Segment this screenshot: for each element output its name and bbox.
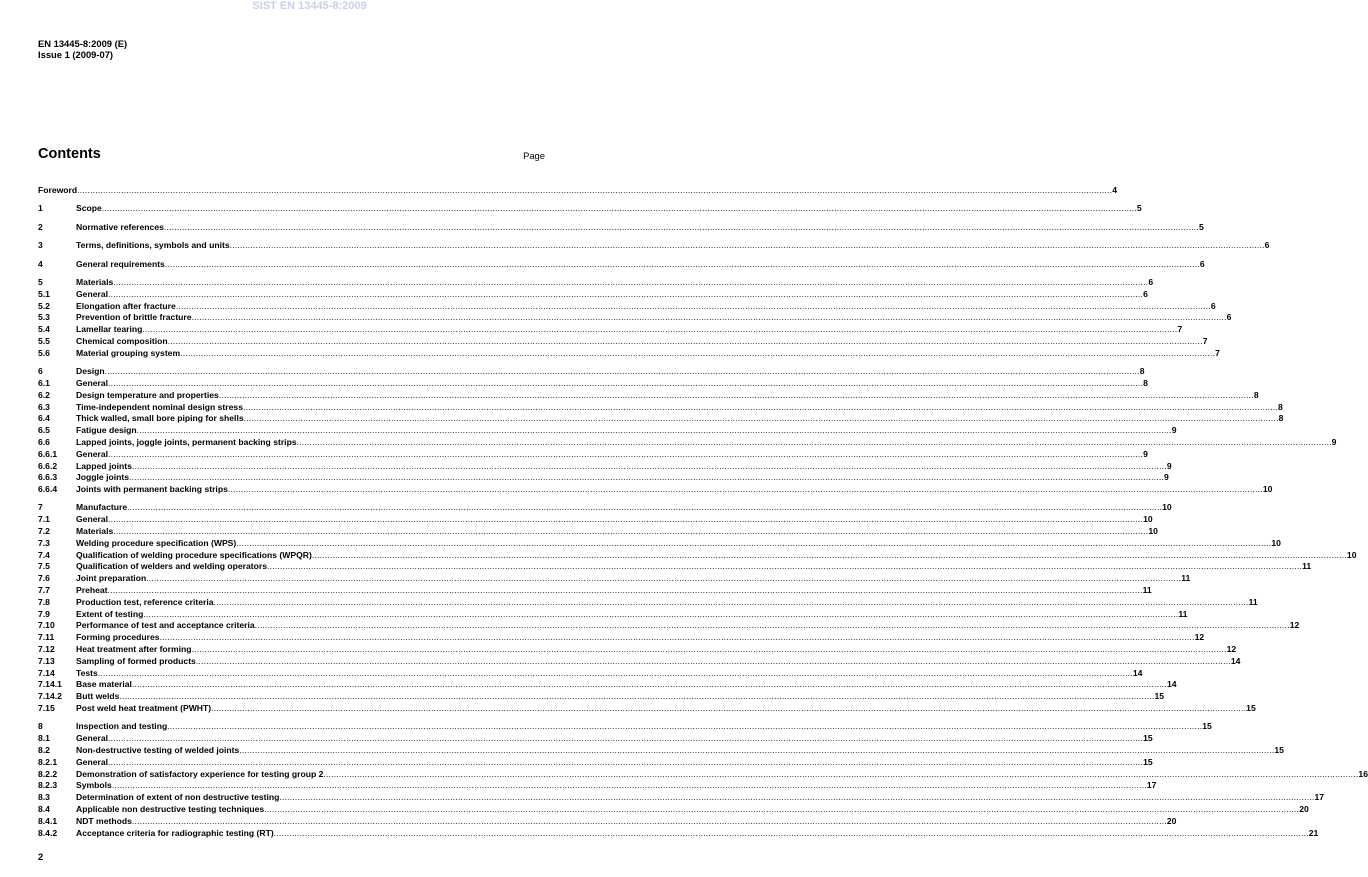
toc-entry[interactable] (38, 679, 1177, 691)
toc-entry-page: 15 (1143, 733, 1153, 744)
watermark: SIST EN 13445-8:2009 (252, 0, 367, 12)
toc-entry[interactable] (38, 756, 1153, 769)
toc-entry[interactable] (38, 667, 1143, 680)
toc-dot-leader: ................................................................................................................................................................................................................................................................................................................................................................................................................ (113, 276, 1149, 287)
toc-entry-number: 7.14.1 (38, 679, 62, 690)
toc-dot-leader: ................................................................................................................................................................................................................................................................................................................................................................................................................ (191, 312, 1227, 323)
toc-entry-page: 10 (1162, 502, 1172, 513)
toc-entry-page: 4 (1112, 185, 1117, 195)
toc-entry-page: 12 (1226, 644, 1237, 655)
toc-entry[interactable] (38, 632, 1205, 644)
toc-entry-page: 11 (1181, 573, 1191, 584)
toc-entry-title: Preheat (76, 585, 108, 596)
toc-entry-page: 17 (1146, 780, 1157, 791)
toc-entry-number: 8.4.1 (38, 815, 58, 826)
footer-page-number: 2 (38, 851, 44, 862)
issue-line: Issue 1 (2009-07) (38, 48, 114, 60)
toc-entry-title: Elongation after fracture (76, 300, 176, 311)
toc-entry-title: General (76, 514, 109, 525)
toc-entry-number: 7.7 (38, 585, 50, 596)
toc-entry[interactable] (38, 312, 1232, 324)
toc-entry-page: 8 (1253, 389, 1259, 400)
toc-entry-page: 9 (1171, 425, 1177, 436)
toc-entry-title: Joggle joints (76, 472, 129, 483)
toc-entry[interactable] (38, 827, 1319, 840)
toc-entry-page: 12 (1194, 632, 1205, 643)
page-column-label: Page (523, 150, 545, 161)
toc-entry-page: 6 (1226, 312, 1232, 323)
toc-entry-title: Normative references (76, 221, 164, 232)
toc-entry-title: Design temperature and properties (76, 389, 219, 400)
toc-entry-page: 10 (1346, 549, 1357, 560)
toc-entry-page: 11 (1142, 585, 1152, 596)
toc-entry-number: 4 (38, 258, 43, 269)
toc-entry-number: 7.13 (38, 655, 55, 666)
toc-entry-title: Prevention of brittle fracture (76, 312, 192, 323)
toc-entry-title: Inspection and testing (76, 721, 168, 732)
toc-dot-leader: ................................................................................................................................................................................................................................................................................................................................................................................................................ (273, 827, 1309, 838)
toc-entry-page: 12 (1289, 620, 1300, 631)
toc-entry-page: 6 (1264, 240, 1270, 251)
toc-entry-number: 1 (38, 203, 43, 214)
toc-dot-leader: ................................................................................................................................................................................................................................................................................................................................................................................................................ (239, 745, 1275, 756)
toc-entry-title: Forming procedures (76, 632, 160, 643)
toc-dot-leader: ................................................................................................................................................................................................................................................................................................................................................................................................................ (129, 472, 1165, 483)
toc-entry-title: General (76, 733, 109, 744)
toc-dot-leader: ................................................................................................................................................................................................................................................................................................................................................................................................................ (108, 288, 1144, 299)
toc-entry-title: Materials (76, 276, 114, 287)
toc-entry-page: 15 (1202, 721, 1212, 732)
toc-entry[interactable] (38, 585, 1152, 597)
toc-entry[interactable] (38, 436, 1337, 449)
toc-entry-title: Thick walled, small bore piping for shells (76, 413, 244, 424)
toc-entry-number: 7.3 (38, 537, 50, 548)
toc-dot-leader: ................................................................................................................................................................................................................................................................................................................................................................................................................ (131, 679, 1167, 690)
toc-entry-number: 8.4.2 (38, 827, 58, 838)
toc-entry-number: 6.5 (38, 425, 50, 436)
toc-dot-leader: ................................................................................................................................................................................................................................................................................................................................................................................................................ (195, 655, 1231, 666)
toc-entry-title: Butt welds (76, 691, 120, 702)
toc-entry-page: 17 (1314, 792, 1325, 803)
toc-entry-page: 10 (1148, 526, 1158, 537)
toc-entry-page: 15 (1274, 745, 1284, 756)
toc-entry[interactable] (38, 502, 1172, 514)
toc-entry[interactable] (38, 691, 1165, 703)
toc-entry[interactable] (38, 300, 1216, 313)
toc-entry[interactable] (38, 472, 1169, 484)
toc-entry-number: 5.5 (38, 335, 50, 346)
document-header (38, 39, 127, 60)
page-title: Contents (38, 146, 101, 162)
toc-entry-page: 5 (1136, 203, 1142, 214)
toc-entry[interactable] (38, 448, 1148, 461)
toc-entry-number: 5.1 (38, 288, 50, 299)
toc-entry-number: 5.2 (38, 300, 50, 311)
toc-entry[interactable] (38, 185, 1117, 197)
toc-dot-leader: ................................................................................................................................................................................................................................................................................................................................................................................................................ (113, 526, 1149, 537)
toc-entry-page: 9 (1164, 472, 1169, 483)
toc-entry-number: 6.6 (38, 436, 50, 447)
toc-entry-page: 6 (1199, 258, 1205, 269)
toc-entry-number: 6.3 (38, 401, 50, 412)
toc-entry[interactable] (38, 733, 1153, 745)
toc-entry[interactable] (38, 377, 1148, 390)
toc-entry-number: 6.6.3 (38, 472, 58, 483)
toc-entry-title: Time-independent nominal design stress (76, 401, 243, 412)
toc-entry-number: 6.2 (38, 389, 50, 400)
toc-entry-number: 8.1 (38, 733, 50, 744)
toc-entry-page: 6 (1148, 276, 1154, 287)
toc-entry[interactable] (38, 573, 1191, 585)
toc-entry-number: 8.2.1 (38, 756, 58, 767)
toc-entry-title: Determination of extent of non destructive testing (76, 792, 280, 803)
toc-entry-page: 20 (1166, 815, 1177, 826)
toc-entry-title: General (76, 377, 109, 388)
toc-dot-leader: ................................................................................................................................................................................................................................................................................................................................................................................................................ (101, 203, 1137, 214)
toc-entry-title: Production test, reference criteria (76, 596, 214, 607)
toc-entry[interactable] (38, 389, 1259, 402)
toc-entry-page: 8 (1278, 413, 1284, 424)
toc-entry-title: Fatigue design (76, 425, 137, 436)
toc-entry-page: 9 (1331, 436, 1337, 447)
toc-entry-title: General requirements (76, 258, 165, 269)
toc-dot-leader: ................................................................................................................................................................................................................................................................................................................................................................................................................ (211, 703, 1247, 714)
toc-entry[interactable] (38, 780, 1157, 792)
toc-entry[interactable] (38, 596, 1258, 609)
toc-entry-title: Manufacture (76, 502, 128, 513)
toc-entry[interactable] (38, 347, 1220, 360)
toc-dot-leader: ................................................................................................................................................................................................................................................................................................................................................................................................................ (146, 573, 1182, 584)
toc-entry-number: 5.3 (38, 312, 50, 323)
toc-entry-title: Lapped joints, joggle joints, permanent backing strips (76, 436, 297, 447)
toc-entry-page: 14 (1230, 655, 1241, 666)
toc-entry-title: Demonstration of satisfactory experience for testing group 2 (76, 768, 324, 779)
toc-entry-number: 7.12 (38, 644, 55, 655)
toc-entry-title: Extent of testing (76, 608, 144, 619)
toc-entry-title: Materials (76, 526, 114, 537)
toc-entry-title: Non-destructive testing of welded joints (76, 745, 240, 756)
toc-dot-leader: ................................................................................................................................................................................................................................................................................................................................................................................................................ (164, 258, 1200, 269)
toc-entry-title: Symbols (76, 780, 112, 791)
toc-dot-leader: ................................................................................................................................................................................................................................................................................................................................................................................................................ (143, 608, 1179, 619)
toc-dot-leader: ................................................................................................................................................................................................................................................................................................................................................................................................................ (167, 335, 1203, 346)
toc-entry[interactable] (38, 258, 1205, 271)
toc-entry-title: General (76, 756, 109, 767)
toc-entry-number: 7.11 (38, 632, 55, 643)
toc-entry-title: Scope (76, 203, 102, 214)
toc-entry-title: General (76, 448, 109, 459)
toc-dot-leader: ................................................................................................................................................................................................................................................................................................................................................................................................................ (142, 324, 1178, 335)
toc-entry-title: Chemical composition (76, 335, 168, 346)
toc-entry-title: Joints with permanent backing strips (76, 484, 228, 495)
toc-dot-leader: ................................................................................................................................................................................................................................................................................................................................................................................................................ (218, 389, 1254, 400)
toc-entry-number: 8.4 (38, 804, 50, 814)
toc-dot-leader: ................................................................................................................................................................................................................................................................................................................................................................................................................ (127, 502, 1163, 513)
toc-entry-page: 11 (1248, 596, 1258, 607)
toc-dot-leader: ................................................................................................................................................................................................................................................................................................................................................................................................................ (279, 792, 1315, 803)
toc-dot-leader: ................................................................................................................................................................................................................................................................................................................................................................................................................ (167, 721, 1203, 732)
toc-dot-leader: ................................................................................................................................................................................................................................................................................................................................................................................................................ (175, 300, 1211, 311)
toc-entry[interactable] (38, 537, 1281, 550)
toc-entry-title: Foreword (38, 185, 78, 195)
toc-dot-leader: ................................................................................................................................................................................................................................................................................................................................................................................................................ (296, 436, 1332, 447)
toc-dot-leader: ................................................................................................................................................................................................................................................................................................................................................................................................................ (159, 632, 1195, 643)
toc-entry-page: 15 (1246, 703, 1256, 714)
toc-dot-leader: ................................................................................................................................................................................................................................................................................................................................................................................................................ (111, 780, 1147, 791)
toc-entry-number: 6.6.2 (38, 460, 58, 471)
toc-entry[interactable] (38, 792, 1325, 804)
toc-entry-title: Base material (76, 679, 132, 690)
toc-entry[interactable] (38, 203, 1142, 215)
toc-entry-title: Tests (76, 667, 98, 678)
toc-entry[interactable] (38, 620, 1300, 632)
toc-entry-number: 7 (38, 502, 43, 513)
toc-dot-leader: ................................................................................................................................................................................................................................................................................................................................................................................................................ (254, 620, 1290, 631)
toc-entry[interactable] (38, 460, 1172, 473)
toc-entry-number: 6.6.4 (38, 484, 58, 495)
toc-entry-number: 6 (38, 366, 43, 377)
toc-entry-page: 21 (1308, 827, 1319, 838)
toc-dot-leader: ................................................................................................................................................................................................................................................................................................................................................................................................................ (136, 425, 1172, 436)
toc-entry[interactable] (38, 526, 1158, 538)
toc-dot-leader: ................................................................................................................................................................................................................................................................................................................................................................................................................ (229, 240, 1265, 251)
toc-dot-leader: ................................................................................................................................................................................................................................................................................................................................................................................................................ (236, 537, 1272, 548)
toc-entry-number: 8 (38, 721, 43, 732)
toc-entry[interactable] (38, 276, 1154, 289)
toc-entry-number: 8.2.2 (38, 768, 58, 779)
toc-dot-leader: ................................................................................................................................................................................................................................................................................................................................................................................................................ (264, 804, 1300, 814)
toc-entry-number: 7.2 (38, 526, 50, 537)
toc-entry[interactable] (38, 324, 1183, 336)
toc-entry-number: 7.8 (38, 596, 50, 607)
toc-dot-leader: ................................................................................................................................................................................................................................................................................................................................................................................................................ (191, 644, 1227, 655)
toc-entry-title: Lapped joints (76, 460, 132, 471)
toc-entry-page: 9 (1143, 448, 1148, 459)
toc-entry-title: Acceptance criteria for radiographic testing (RT) (76, 827, 274, 838)
toc-entry[interactable] (38, 721, 1212, 733)
toc-dot-leader: ................................................................................................................................................................................................................................................................................................................................................................................................................ (77, 185, 1113, 195)
toc-entry-number: 7.9 (38, 608, 50, 619)
toc-entry[interactable] (38, 561, 1312, 573)
toc-entry[interactable] (38, 413, 1284, 425)
toc-entry[interactable] (38, 425, 1177, 437)
standard-id: EN 13445-8:2009 (E) (38, 38, 128, 49)
toc-entry-title: Heat treatment after forming (76, 644, 192, 655)
toc-entry-number: 6.6.1 (38, 448, 58, 459)
toc-entry-page: 7 (1215, 347, 1220, 358)
toc-entry-page: 8 (1143, 377, 1148, 388)
toc-entry-title: Welding procedure specification (WPS) (76, 537, 237, 548)
toc-entry-page: 15 (1143, 756, 1153, 767)
toc-entry-number: 7.6 (38, 573, 50, 584)
toc-entry[interactable] (38, 804, 1309, 816)
toc-entry[interactable] (38, 703, 1256, 715)
toc-entry[interactable] (38, 401, 1283, 414)
toc-entry-page: 7 (1177, 324, 1183, 335)
toc-entry[interactable] (38, 655, 1241, 668)
toc-entry[interactable] (38, 768, 1368, 781)
toc-entry-page: 10 (1143, 514, 1153, 525)
toc-dot-leader: ................................................................................................................................................................................................................................................................................................................................................................................................................ (267, 561, 1303, 572)
toc-entry-number: 7.5 (38, 561, 50, 572)
toc-entry[interactable] (38, 644, 1237, 656)
toc-entry-page: 11 (1178, 608, 1188, 619)
toc-entry-page: 8 (1139, 366, 1145, 377)
toc-entry[interactable] (38, 608, 1188, 621)
toc-entry-title: Terms, definitions, symbols and units (76, 240, 230, 251)
toc-entry-number: 5.6 (38, 347, 50, 358)
toc-entry-number: 7.14 (38, 667, 55, 678)
toc-dot-leader: ................................................................................................................................................................................................................................................................................................................................................................................................................ (108, 514, 1144, 525)
toc-entry[interactable] (38, 335, 1208, 348)
toc-dot-leader: ................................................................................................................................................................................................................................................................................................................................................................................................................ (213, 596, 1249, 607)
toc-entry-title: Material grouping system (76, 347, 181, 358)
toc-entry-page: 6 (1210, 300, 1216, 311)
toc-entry-page: 14 (1132, 667, 1143, 678)
toc-entry-number: 8.2.3 (38, 780, 58, 791)
toc-entry-number: 7.14.2 (38, 691, 62, 702)
toc-dot-leader: ................................................................................................................................................................................................................................................................................................................................................................................................................ (180, 347, 1216, 358)
toc-entry-page: 16 (1358, 768, 1368, 779)
toc-entry-number: 8.3 (38, 792, 50, 803)
toc-entry[interactable] (38, 815, 1177, 828)
toc-entry-title: Sampling of formed products (76, 655, 196, 666)
toc-dot-leader: ................................................................................................................................................................................................................................................................................................................................................................................................................ (227, 484, 1263, 495)
toc-entry[interactable] (38, 221, 1204, 234)
toc-entry-title: Joint preparation (76, 573, 147, 584)
toc-entry-title: Applicable non destructive testing techniques (76, 804, 265, 814)
toc-dot-leader: ................................................................................................................................................................................................................................................................................................................................................................................................................ (311, 549, 1347, 560)
toc-entry[interactable] (38, 549, 1357, 562)
toc-entry-title: Design (76, 366, 105, 377)
table-of-contents (38, 185, 1368, 839)
toc-entry-page: 9 (1166, 460, 1172, 471)
toc-entry[interactable] (38, 484, 1273, 496)
toc-entry-number: 2 (38, 221, 43, 232)
toc-dot-leader: ................................................................................................................................................................................................................................................................................................................................................................................................................ (108, 448, 1144, 459)
toc-entry[interactable] (38, 366, 1145, 378)
toc-entry-page: 11 (1302, 561, 1312, 572)
toc-entry-number: 7.15 (38, 703, 55, 714)
toc-entry-title: NDT methods (76, 815, 132, 826)
toc-dot-leader: ................................................................................................................................................................................................................................................................................................................................................................................................................ (131, 460, 1167, 471)
toc-entry-number: 3 (38, 240, 43, 251)
toc-entry[interactable] (38, 745, 1284, 757)
toc-entry-number: 6.4 (38, 413, 50, 424)
toc-entry-page: 7 (1202, 335, 1208, 346)
toc-dot-leader: ................................................................................................................................................................................................................................................................................................................................................................................................................ (104, 366, 1140, 377)
toc-dot-leader: ................................................................................................................................................................................................................................................................................................................................................................................................................ (119, 691, 1155, 702)
toc-dot-leader: ................................................................................................................................................................................................................................................................................................................................................................................................................ (163, 221, 1199, 232)
toc-entry-number: 7.4 (38, 549, 50, 560)
toc-entry-page: 15 (1154, 691, 1165, 702)
toc-entry-page: 6 (1143, 288, 1148, 299)
toc-entry-page: 20 (1299, 804, 1309, 814)
toc-entry[interactable] (38, 514, 1153, 526)
toc-dot-leader: ................................................................................................................................................................................................................................................................................................................................................................................................................ (242, 401, 1279, 412)
toc-dot-leader: ................................................................................................................................................................................................................................................................................................................................................................................................................ (131, 815, 1167, 826)
toc-entry[interactable] (38, 240, 1270, 252)
toc-entry-number: 5 (38, 276, 43, 287)
toc-entry-title: Qualification of welding procedure specifications (WPQR) (76, 549, 312, 560)
toc-entry-number: 7.10 (38, 620, 55, 631)
toc-dot-leader: ................................................................................................................................................................................................................................................................................................................................................................................................................ (323, 768, 1359, 779)
toc-entry-number: 6.1 (38, 377, 50, 388)
toc-entry-title: Performance of test and acceptance criteria (76, 620, 255, 631)
toc-dot-leader: ................................................................................................................................................................................................................................................................................................................................................................................................................ (108, 377, 1144, 388)
toc-dot-leader: ................................................................................................................................................................................................................................................................................................................................................................................................................ (107, 585, 1143, 596)
toc-dot-leader: ................................................................................................................................................................................................................................................................................................................................................................................................................ (108, 756, 1144, 767)
toc-entry[interactable] (38, 288, 1148, 301)
toc-entry-title: Lamellar tearing (76, 324, 143, 335)
toc-dot-leader: ................................................................................................................................................................................................................................................................................................................................................................................................................ (243, 413, 1279, 424)
toc-dot-leader: ................................................................................................................................................................................................................................................................................................................................................................................................................ (108, 733, 1144, 744)
toc-entry-page: 14 (1166, 679, 1177, 690)
toc-entry-page: 10 (1271, 537, 1281, 548)
toc-entry-title: Qualification of welders and welding operators (76, 561, 268, 572)
toc-entry-number: 7.1 (38, 514, 50, 525)
toc-entry-page: 10 (1262, 484, 1273, 495)
toc-entry-number: 5.4 (38, 324, 50, 335)
toc-dot-leader: ................................................................................................................................................................................................................................................................................................................................................................................................................ (97, 667, 1133, 678)
toc-entry-page: 5 (1198, 221, 1204, 232)
toc-entry-page: 8 (1278, 401, 1283, 412)
toc-entry-title: General (76, 288, 109, 299)
toc-entry-title: Post weld heat treatment (PWHT) (76, 703, 212, 714)
toc-entry-number: 8.2 (38, 745, 50, 756)
